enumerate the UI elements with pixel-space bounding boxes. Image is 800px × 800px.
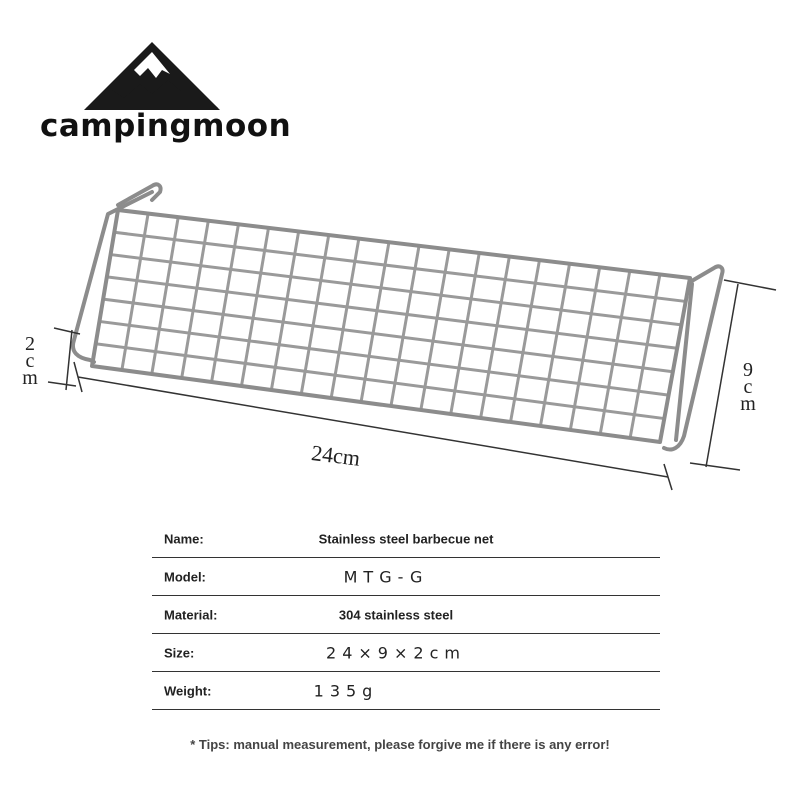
spec-table <box>152 520 660 710</box>
tips-note: * Tips: manual measurement, please forgive me if there is any error! <box>190 737 610 752</box>
spec-row-size <box>152 634 660 672</box>
spec-value: MTG-G <box>343 567 429 586</box>
spec-row-material <box>152 596 660 634</box>
brand-logo-text: campingmoon <box>40 108 292 144</box>
spec-row-weight <box>152 672 660 710</box>
length-dimension-label: 24cm <box>309 440 362 471</box>
spec-row-model <box>152 558 660 596</box>
spec-value: 304 stainless steel <box>338 607 454 622</box>
spec-value: Stainless steel barbecue net <box>318 531 494 546</box>
spec-value: 135g <box>313 681 379 700</box>
spec-label: Name: <box>164 531 204 546</box>
spec-label: Weight: <box>164 683 212 698</box>
height-dimension-label: 2 c m <box>22 333 38 389</box>
spec-value: 24×9×2cm <box>326 643 466 662</box>
spec-label: Model: <box>164 569 206 584</box>
spec-row-name <box>152 520 660 558</box>
spec-label: Material: <box>164 607 218 622</box>
width-dimension-label: 9 c m <box>740 359 756 415</box>
spec-label: Size: <box>164 645 195 660</box>
